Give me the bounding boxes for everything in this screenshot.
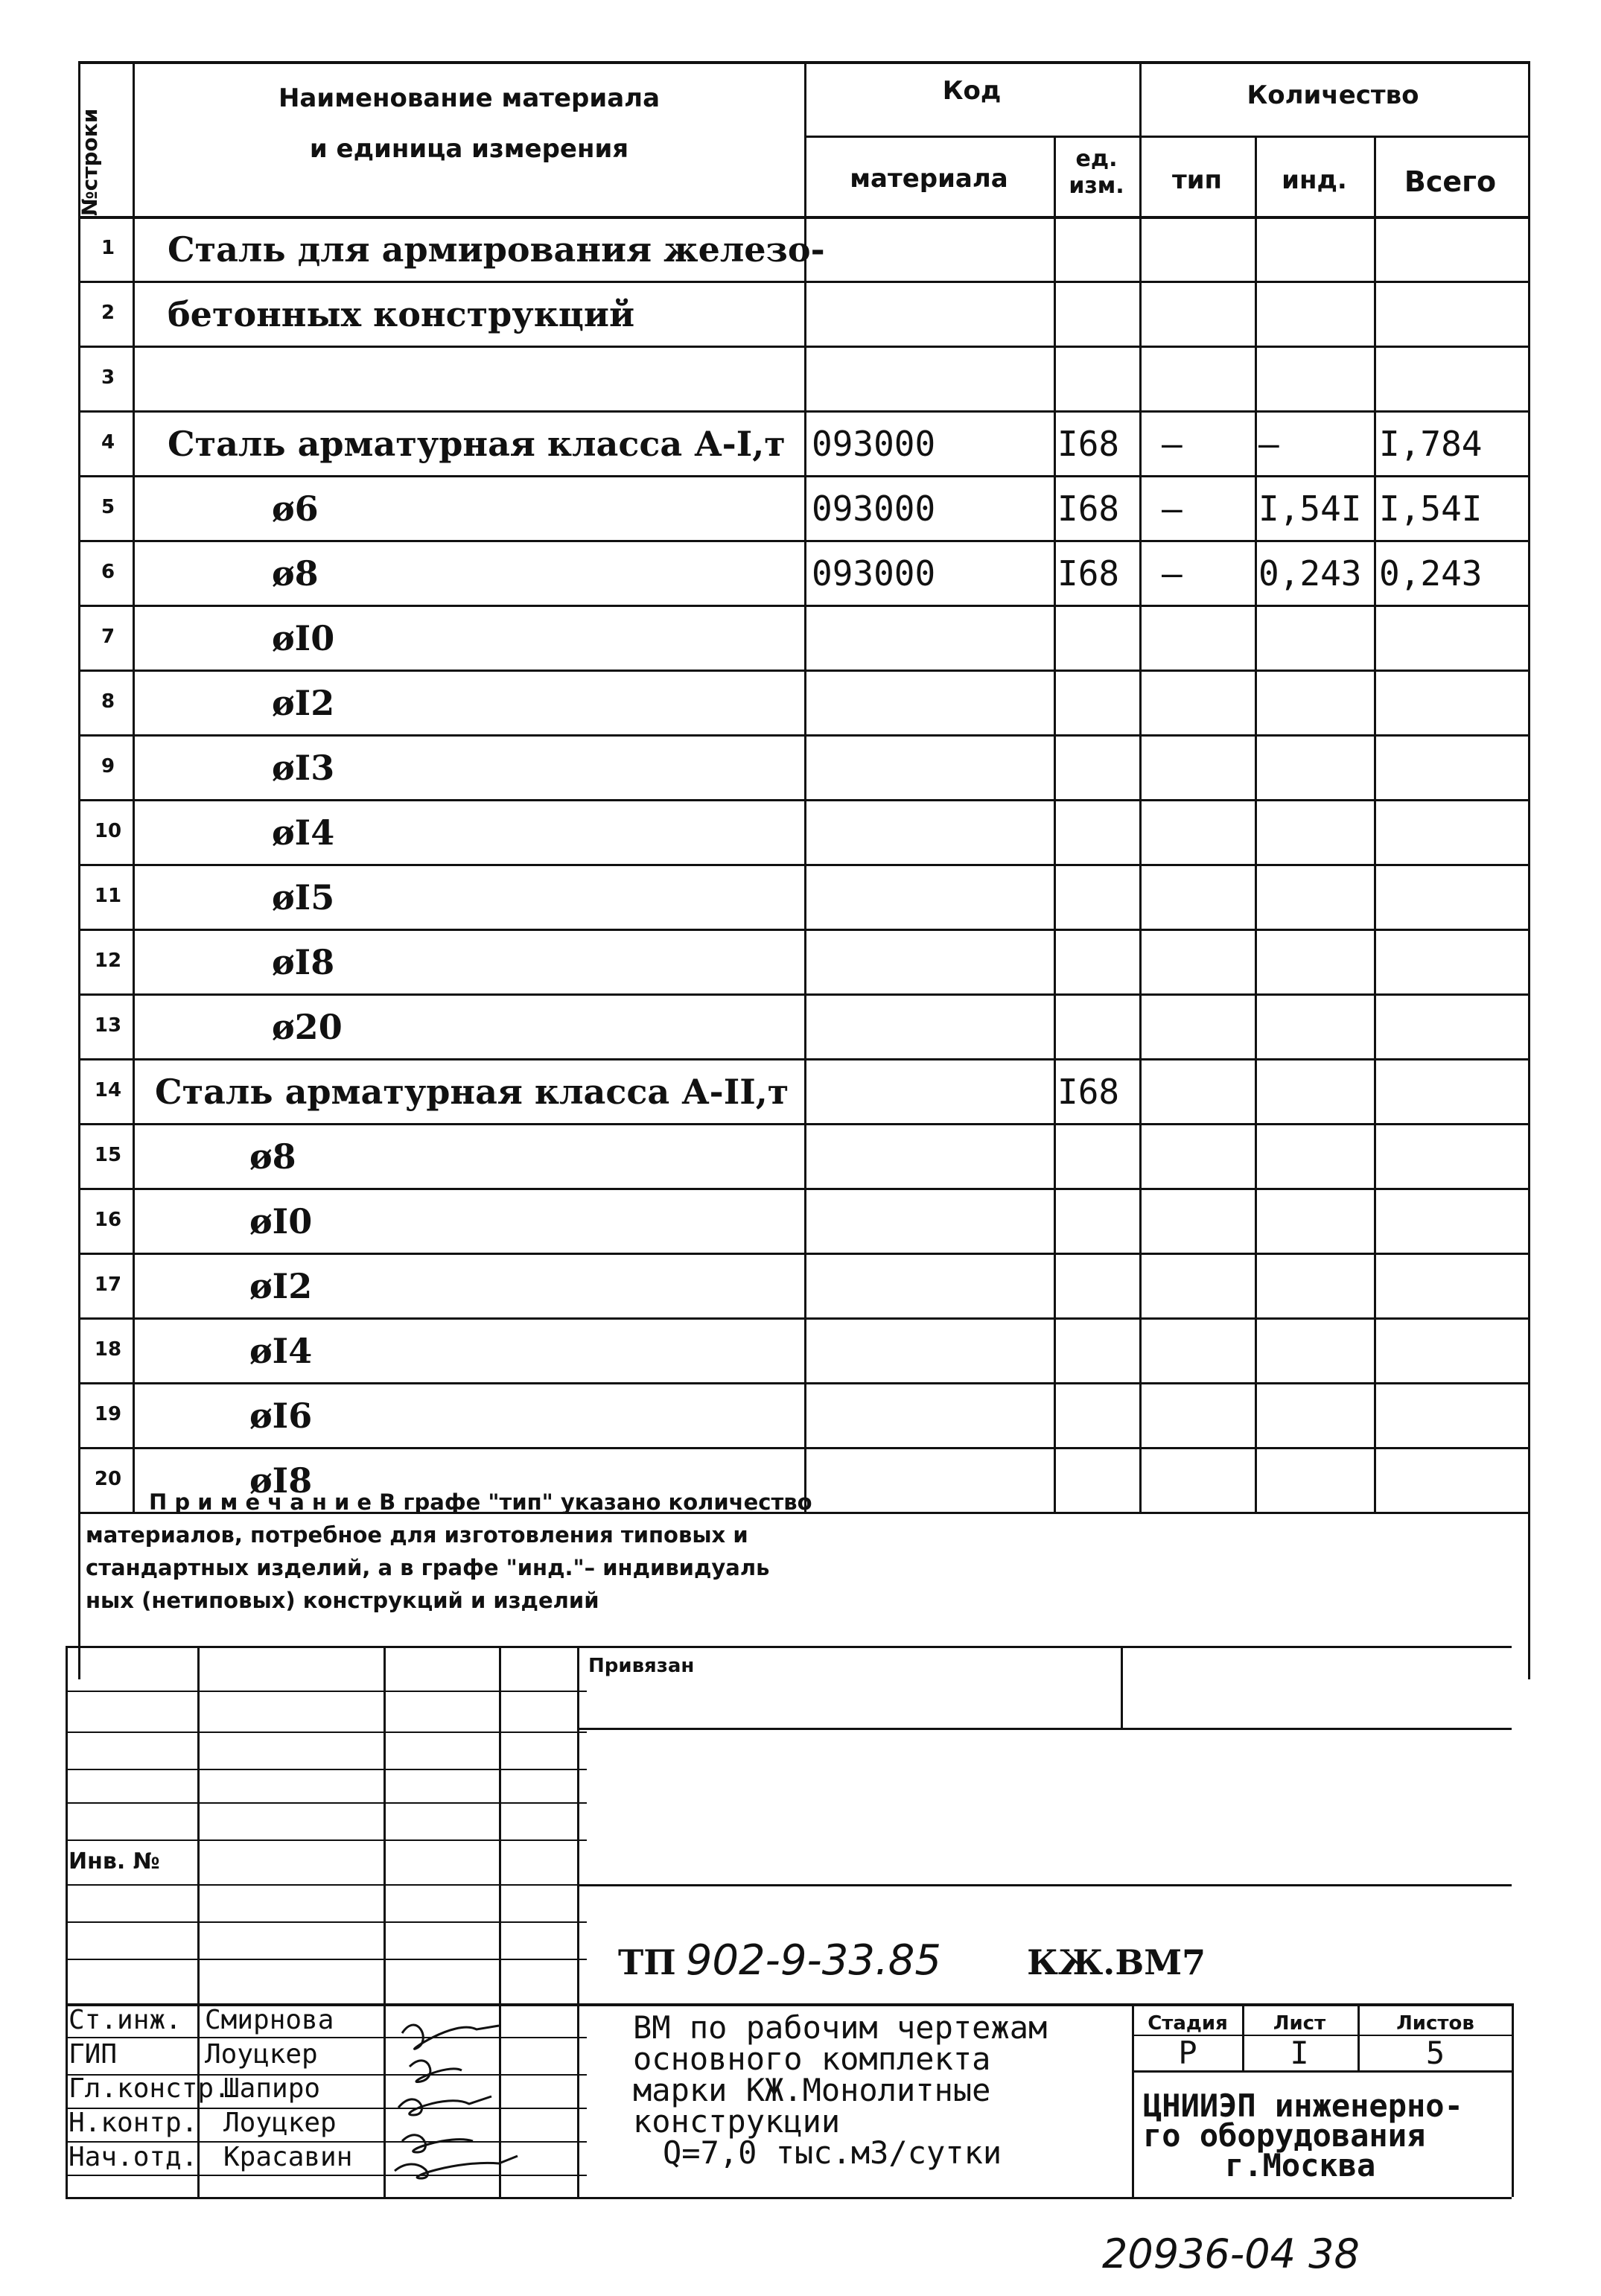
stamp-line [197,1646,200,2197]
header-col-material: материала [850,164,1008,194]
stamp-line [66,1921,587,1923]
footer-number: 20936-04 38 [1102,2230,1360,2277]
row-border [78,1188,1528,1190]
column-border [1528,61,1530,1512]
unit-code: I68 [1057,489,1120,529]
row-number: 15 [94,1144,122,1166]
staff-name: Шапиро [223,2073,321,2104]
doc-mark: КЖ.ВМ7 [1027,1942,1206,1982]
material-name: øI4 [249,1331,313,1371]
material-name: øI0 [272,618,335,658]
note-line3: стандартных изделий, а в графе "инд."– индивидуаль [86,1555,770,1580]
row-number: 6 [101,561,115,583]
note-left-border [78,1512,80,1679]
material-name: ø6 [272,489,319,529]
material-code: 093000 [812,489,936,529]
stamp-line [66,1691,587,1692]
row-border [78,1058,1528,1060]
row-number: 3 [101,366,115,389]
stamp-line [1132,2070,1134,2197]
row-border [78,864,1528,866]
row-number: 18 [94,1338,122,1361]
row-number: 7 [101,626,115,648]
row-number: 2 [101,302,115,324]
column-border [1255,136,1257,1512]
header-bottom-border [78,216,1528,219]
column-border [78,61,80,1512]
row-number: 1 [101,237,115,259]
org-line2: го оборудования [1143,2117,1426,2154]
column-border [1054,136,1056,1512]
row-border [78,1253,1528,1255]
material-name: øI6 [249,1396,313,1436]
row-number: 10 [94,820,122,842]
stamp-line [577,1884,1512,1886]
stamp-document-code [618,1936,1206,1985]
qty-ind: 0,243 [1258,553,1362,594]
stamp-line [383,1646,386,2197]
org-line3: г.Москва [1225,2147,1376,2184]
doc-number: 902-9-33.85 [685,1936,942,1985]
row-border [78,1382,1528,1384]
row-number: 9 [101,755,115,777]
header-col-total: Всего [1404,165,1497,198]
header-quantity-group: Количество [1247,80,1419,110]
staff-name: Смирнова [205,2005,334,2035]
header-col-unit-2: изм. [1069,173,1124,199]
row-border [78,993,1528,996]
staff-name: Лоуцкер [223,2108,337,2138]
stamp-title [633,2009,1048,2171]
stamp-inventory-number: Инв. № [69,1848,160,1874]
material-name: бетонных конструкций [168,294,635,334]
note-line1: П р и м е ч а н и е В графе "тип" указано количество [149,1489,812,1515]
material-name: øI8 [249,1460,313,1501]
stamp-line [66,1884,587,1886]
row-number: 19 [94,1403,122,1425]
material-name: øI2 [272,683,335,723]
row-border [78,475,1528,477]
organization [1143,2087,1463,2184]
note-line2: материалов, потребное для изготовления типовых и [86,1522,748,1548]
header-col-ind: инд. [1282,165,1347,195]
staff-role: Н.контр. [69,2108,198,2138]
header-col-unit-1: ед. [1075,146,1118,172]
row-border [78,1447,1528,1449]
header-col-type: тип [1171,165,1223,195]
material-name: øI8 [272,942,335,982]
material-name: øI0 [249,1201,313,1241]
org-line1: ЦНИИЭП инженерно- [1143,2087,1463,2124]
title-line5: Q=7,0 тыс.м3/сутки [663,2134,1002,2171]
title-line2: основного комплекта [633,2041,991,2077]
stamp-line [577,1728,1512,1730]
row-border [78,929,1528,931]
stamp-line [66,1802,587,1804]
sheet-value: I [1290,2035,1309,2071]
stamp-line [66,1646,1512,1648]
header-code-group: Код [942,76,1002,106]
unit-code: I68 [1057,1072,1120,1112]
title-line1: ВМ по рабочим чертежам [633,2009,1048,2046]
row-number: 4 [101,431,115,454]
row-border [78,346,1528,348]
column-border [1139,61,1142,1512]
stamp-line [66,1959,587,1960]
stamp-line [66,1646,68,2197]
row-number: 12 [94,950,122,972]
staff-name: Красавин [223,2142,353,2172]
qty-total: I,784 [1379,424,1483,464]
row-number: 8 [101,690,115,713]
column-border [804,61,806,1512]
sheet-label: Лист [1273,2012,1326,2035]
doc-prefix: ТП [618,1942,676,1982]
row-number: 20 [94,1468,122,1490]
unit-code: I68 [1057,553,1120,594]
row-border [78,1317,1528,1320]
row-border [78,799,1528,801]
sheets-value: 5 [1425,2035,1445,2071]
qty-total: 0,243 [1379,553,1483,594]
staff-role: Ст.инж. [69,2005,182,2035]
unit-code: I68 [1057,424,1120,464]
staff-name: Лоуцкер [205,2039,318,2070]
material-name: Сталь для армирования железо- [168,229,825,270]
header-name-line2: и единица измерения [309,134,629,164]
row-number: 13 [94,1014,122,1037]
row-number: 5 [101,496,115,518]
stamp-line [66,1839,587,1841]
signatures-image [387,2003,521,2182]
material-name: Сталь арматурная класса А-II,т [155,1072,789,1112]
stamp-line [66,1769,587,1770]
material-name: ø8 [272,553,319,594]
qty-ind: – [1258,424,1279,464]
qty-type: – [1162,553,1183,594]
header-row-number: №строки [77,108,102,216]
column-border [1374,136,1376,1512]
stamp-privyazan: Привязан [588,1655,695,1677]
qty-ind: I,54I [1258,489,1362,529]
staff-role: Нач.отд. [69,2142,198,2172]
material-name: øI4 [272,812,335,853]
qty-type: – [1162,424,1183,464]
qty-total: I,54I [1379,489,1483,529]
sheets-label: Листов [1396,2012,1474,2035]
header-subdivider [804,136,1528,138]
material-name: øI2 [249,1266,313,1306]
column-border [133,61,135,1512]
stage-label: Стадия [1148,2012,1228,2035]
row-number: 11 [94,885,122,907]
material-name: Сталь арматурная класса А-I,т [168,424,786,464]
stamp-line [1132,2003,1134,2070]
stamp-line [1512,2003,1514,2197]
staff-role: ГИП [69,2039,118,2070]
title-line4: конструкции [633,2103,841,2140]
stamp-line [66,1731,587,1733]
row-border [78,540,1528,542]
note-right-border [1528,1512,1530,1679]
row-border [78,410,1528,413]
qty-type: – [1162,489,1183,529]
staff-role: Гл.констр. [69,2073,230,2104]
material-name: øI3 [272,748,335,788]
table-top-border [78,61,1528,64]
row-border [78,281,1528,283]
stamp-line [577,1646,579,2197]
material-name: ø20 [272,1007,343,1047]
row-border [78,670,1528,672]
row-border [78,1123,1528,1125]
header-name-line1: Наименование материала [278,83,661,113]
material-code: 093000 [812,424,936,464]
row-number: 17 [94,1273,122,1296]
note-line4: ных (нетиповых) конструкций и изделий [86,1588,599,1613]
material-name: øI5 [272,877,335,918]
stamp-line [1121,1646,1123,1728]
row-border [78,734,1528,737]
title-line3: марки КЖ.Монолитные [633,2072,991,2108]
stage-value: Р [1178,2035,1197,2071]
stamp-line [66,2197,1512,2199]
row-border [78,605,1528,607]
row-number: 14 [94,1079,122,1101]
row-number: 16 [94,1209,122,1231]
material-code: 093000 [812,553,936,594]
material-name: ø8 [249,1136,296,1177]
note-block [86,1486,1054,1617]
